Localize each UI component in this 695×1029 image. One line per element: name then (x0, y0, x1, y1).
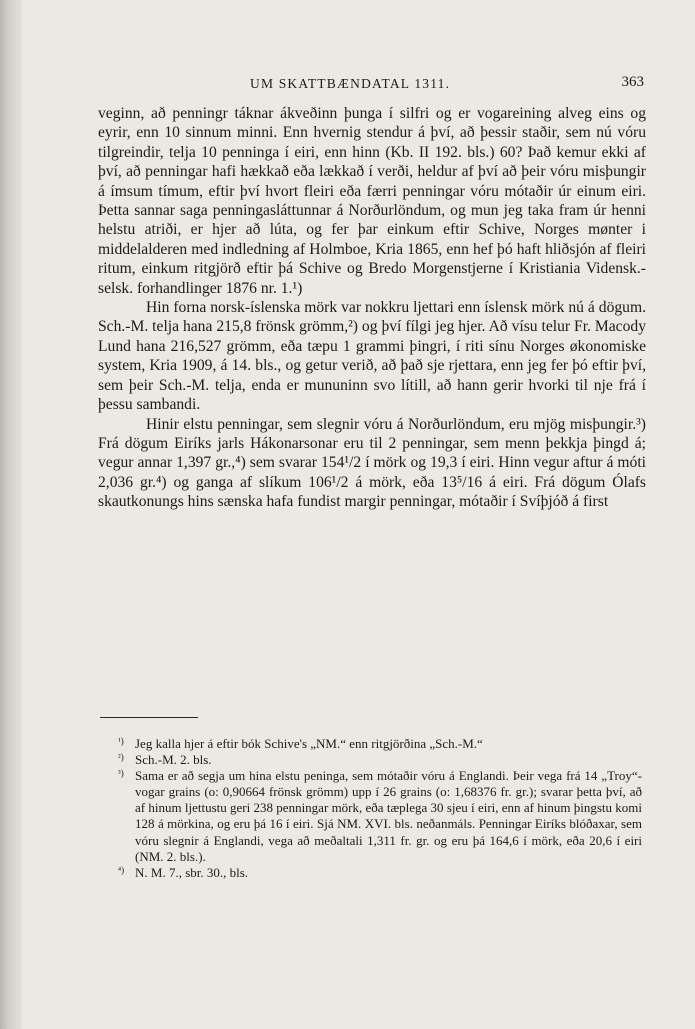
paragraph-3: Hinir elstu penningar, sem slegnir vóru á Norðurlöndum, eru mjög misþungir.³) Frá dögum Eiríks jarls Hákonarsonar eru til 2 penningar, sem menn þekkja þingd á; vegur annar 1,397 gr.,⁴) sem svarar 154¹/2 í mörk og 19,3 í eiri. Hinn vegur aftur á móti 2,036 gr.⁴) og ganga af slíkum 106¹/2 á mörk, eða 13⁵/16 á eiri. Frá dögum Ólafs skautkonungs hins sænska hafa fundist margir penningar, mótaðir í Svíþjóð á first (98, 415, 646, 511)
footnote-2 (118, 752, 642, 768)
footnote-1 (118, 736, 642, 752)
page-number: 363 (621, 74, 644, 90)
body-text (98, 104, 646, 512)
footnote-4 (118, 865, 642, 881)
footnote-2-text: Sch.-M. 2. bls. (135, 752, 212, 768)
page-binding-edge (0, 0, 22, 1029)
footnote-divider (100, 717, 198, 718)
footnote-3-mark: ³) (118, 768, 124, 779)
running-title: UM SKATTBÆNDATAL 1311. (250, 76, 451, 91)
footnote-2-mark: ²) (118, 752, 124, 763)
footnote-1-mark: ¹) (118, 736, 124, 746)
footnotes (118, 736, 642, 881)
footnote-4-text: N. M. 7., sbr. 30., bls. (135, 864, 249, 880)
footnote-4-mark: ⁴) (118, 864, 125, 875)
paragraph-2: Hin forna norsk-íslenska mörk var nokkru ljettari enn íslensk mörk nú á dögum. Sch.-M. telja hana 215,8 frönsk grömm,²) og því fílgi jeg hjer. Að vísu telur Fr. Macody Lund hana 216,527 grömm, eða tæpu 1 grammi þingri, í riti sínu Norges økonomiske system, Kria 1909, á 14. bls., og getur verið, að það sje rjettara, enn jeg fer þó eftir því, sem þeir Sch.-M. telja, enda er mununinn svo lítill, að hann gerir hvorki til nje frá í þessu sambandi. (98, 299, 646, 414)
paragraph-1: veginn, að penningr táknar ákveðinn þunga í silfri og er vogareining alveg eins og eyrir, enn 10 sinnum minni. Enn hvernig stendur á því, að þessir staðir, sem nú vóru tilgreindir, telja 10 penninga í eiri, enn hinn (Kb. II 192. bls.) 60? Það kemur ekki af því, að penningar hafi hækkað eða lækkað í verði, heldur af því að þeir vóru misþungir á ímsum tímum, eftir því hvort fleiri eða færri penningar vóru mótaðir úr einum eiri. Þetta sannar saga penningasláttunnar á Norðurlöndum, og mun jeg taka fram úr henni helstu atriði, er hjer að lúta, og fer þar einkum eftir Schive, Norges mønter i middelalderen med indledning af Holmboe, Kria 1865, enn hef þó haft hliðsjón af fleiri ritum, einkum ritgjörð eftir þá Schive og Bredo Morgenstjerne í Kristiania Vidensk.-selsk. forhandlinger 1876 nr. 1.¹) (98, 105, 646, 297)
footnote-3 (118, 768, 642, 865)
footnote-3-text: Sama er að segja um hina elstu peninga, sem mótaðir vóru á Englandi. Þeir vega frá 14 „Troy“-vogar grains (o: 0,90664 frönsk grömm) upp í 26 grains (o: 1,68376 fr. gr.); svarar þetta því, að af hinum ljettustu geri 238 penningar mörk, eða tæplega 30 sjeu í eiri, enn af hinum þingstu komi 128 á mörkina, og eru þá 16 í eiri. Sjá NM. XVI. bls. neðanmáls. Penningar Eiríks blóðaxar, sem vóru slegnir á Englandi, vega að meðaltali 1,311 fr. gr. og eru þá 164,6 í mörk, eða 20,6 í eiri (NM. 2. bls.). (135, 768, 642, 864)
footnote-1-text: Jeg kalla hjer á eftir bók Schive's „NM.“ enn ritgjörðina „Sch.-M.“ (135, 736, 483, 751)
page-header (98, 74, 656, 96)
